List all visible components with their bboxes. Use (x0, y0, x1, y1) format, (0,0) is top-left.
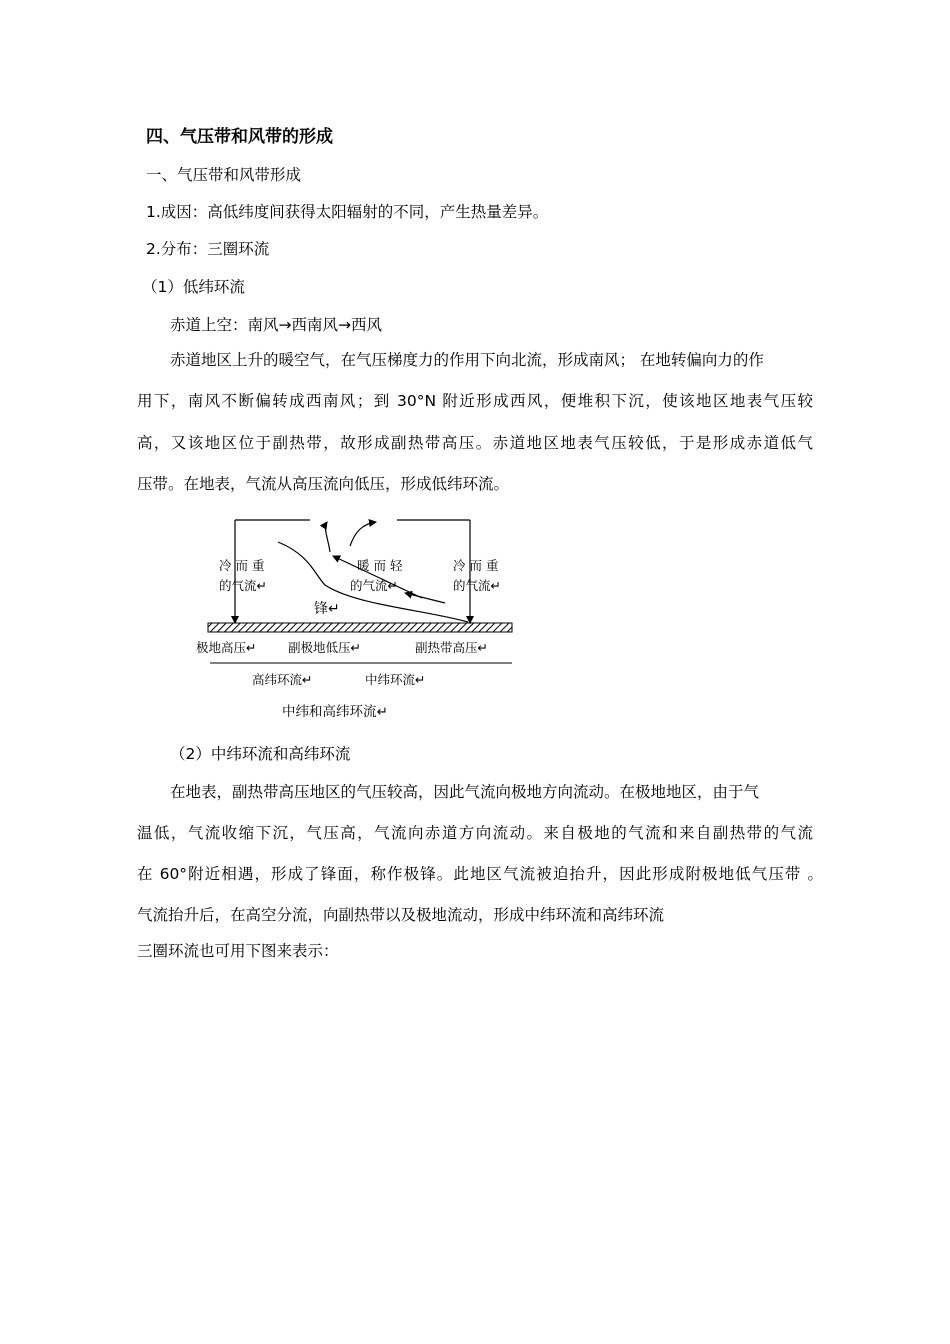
paragraph-line: 在 60°附近相遇，形成了锋面，称作极锋。此地区气流被迫抬升，因此形成附极地低气压带 。 (137, 865, 823, 883)
subpolar-low-label: 副极地低压↵ (288, 640, 361, 655)
paragraph-line: 气流抬升后，在高空分流，向副热带以及极地流动，形成中纬环流和高纬环流 (137, 906, 665, 924)
right-cold-air-label-1: 冷 而 重 (453, 558, 499, 573)
left-cold-air-label-2: 的气流↵ (219, 578, 267, 593)
paragraph-line: 压带。在地表，气流从高压流向低压，形成低纬环流。 (137, 475, 510, 493)
left-cold-air-label-1: 冷 而 重 (219, 558, 265, 573)
page-title: 四、气压带和风带的形成 (146, 127, 333, 147)
paragraph-line: 赤道地区上升的暖空气，在气压梯度力的作用下向北流，形成南风； 在地转偏向力的作 (170, 351, 764, 369)
item-cause: 1.成因：高低纬度间获得太阳辐射的不同，产生热量差异。 (146, 203, 549, 221)
item-distribution: 2.分布：三圈环流 (146, 240, 270, 258)
left-rising-arrow (325, 522, 330, 552)
ground-hatching (208, 623, 512, 632)
paragraph-line: 用下，南风不断偏转成西南风；到 30°N 附近形成西风，便堆积下沉，使该地区地表气压较 (137, 392, 813, 410)
warm-air-label-1: 暖 而 轻 (357, 558, 403, 573)
subheading-low-latitude: （1）低纬环流 (142, 278, 245, 296)
paragraph-line: 高，又该地区位于副热带，故形成副热带高压。赤道地区地表气压较低，于是形成赤道低气 (137, 434, 813, 452)
mid-latitude-cell-label: 中纬环流↵ (365, 672, 426, 687)
surface-flow-arrow (405, 593, 445, 603)
subheading-mid-high-latitude: （2）中纬环流和高纬环流 (170, 745, 351, 763)
right-rising-arrow (350, 522, 376, 546)
right-cold-air-label-2: 的气流↵ (453, 578, 501, 593)
closing-line: 三圈环流也可用下图来表示： (137, 942, 339, 960)
front-label: 锋↵ (314, 601, 340, 617)
section-heading: 一、气压带和风带形成 (146, 166, 302, 184)
equator-upper-winds: 赤道上空：南风→西南风→西风 (170, 316, 382, 334)
warm-air-label-2: 的气流↵ (350, 578, 398, 593)
high-latitude-cell-label: 高纬环流↵ (252, 672, 313, 687)
mid-high-latitude-circulation-diagram (190, 510, 530, 725)
paragraph-line: 温低，气流收缩下沉，气压高，气流向赤道方向流动。来自极地的气流和来自副热带的气流 (137, 824, 813, 842)
diagram-caption: 中纬和高纬环流↵ (282, 704, 388, 720)
subtropical-high-label: 副热带高压↵ (415, 640, 488, 655)
paragraph-line: 在地表，副热带高压地区的气压较高，因此气流向极地方向流动。在极地地区，由于气 (170, 783, 760, 801)
polar-high-label: 极地高压↵ (196, 640, 257, 655)
